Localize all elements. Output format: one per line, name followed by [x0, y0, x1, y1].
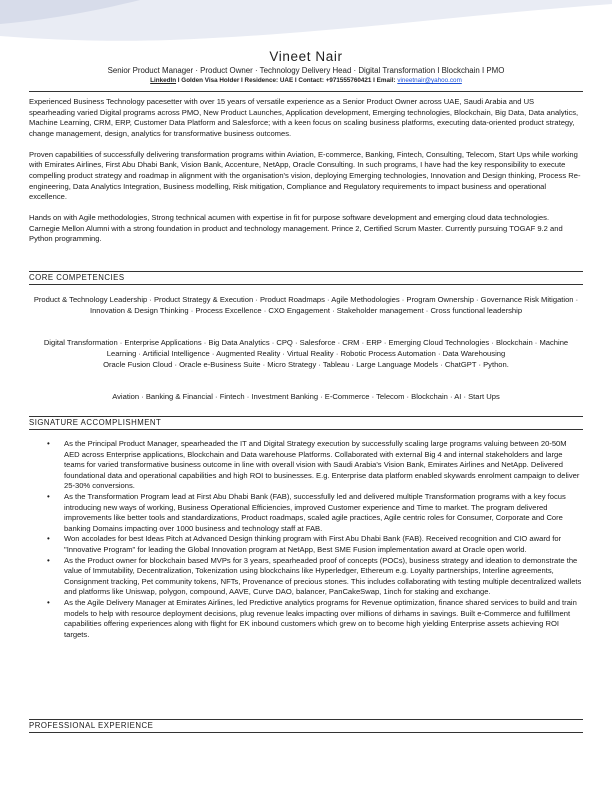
competencies-block	[29, 338, 583, 370]
competency-line: Oracle Fusion Cloud · Oracle e-Business Suite · Micro Strategy · Tableau · Large Language Models · ChatGPT · Python.	[103, 359, 509, 369]
list-item: • As the Transformation Program lead at First Abu Dhabi Bank (FAB), successfully led and delivered multiple Transformation programs with a key focus introducing new ways of working, Business Operational Efficiencies, improved Customer experience and Time to market. The program delivered improvements like better tools and standardizations, Product roadmaps, scaled agile practices, Agile centric roles for Consumer, Corporate and Core banking Domains impacting over 1000 business and technology staff at FAB.	[47, 491, 566, 533]
summary-paragraph: Experienced Business Technology pacesetter with over 15 years of versatile experience as a Senior Product Owner across UAE, Saudi Arabia and US spearheading varied Digital programs across PMO, New Product Launches, Application development, Emerging technologies, Blockchain, Big Data, Data analytics, Machine Learning, CRM, ERP, Customer Data Platform and Salesforce; with a keen focus on scaling business platforms, executing data-oriented product strategy, change management, design, analytics for transformative business outcomes.	[29, 97, 579, 138]
list-item: • As the Principal Product Manager, spearheaded the IT and Digital Strategy execution by successfully scaling large programs valuing between 20-50M AED across Enterprise applications, Blockchain and Data warehouse Platforms. Collaborated with external Big 4 and internal stakeholders and large teams for varied transformative business outcome in line with overall vision with Saudi Arabia's Vision Bank, Emirates Airlines and NetApp. Delivered foundational data and operational capabilities and high ROI to businesses. E.g. Enterprise data platform enabled skywards enrolment campaign to deliver 25-30% conversions.	[47, 439, 580, 491]
competency-line: Aviation · Banking & Financial · Fintech · Investment Banking · E-Commerce · Telecom · Blockchain · AI · Start Ups	[112, 392, 500, 401]
bullet-icon: •	[47, 534, 50, 544]
linkedin-link[interactable]: LinkedIn	[150, 77, 177, 84]
email-link[interactable]: vineetnair@yahoo.com	[397, 77, 462, 84]
competencies-block	[29, 392, 583, 403]
section-heading-signature-accomplishment: SIGNATURE ACCOMPLISHMENT	[29, 416, 583, 430]
bullet-icon: •	[47, 597, 50, 607]
summary-section	[29, 97, 581, 255]
bullet-icon: •	[47, 491, 50, 501]
list-item: • As the Product owner for blockchain based MVPs for 3 years, spearheaded proof of concepts (POCs), business strategy and ideation to demonstrate the value of Immutability, Decentralization, Tokenization using blockchains like Hyperledger, Ethereum e.g. Loyalty partnerships, Interline agreements, Consignment tracking, Pet community tokens, NFTs, Provenance of precious stones. This includes collaborating with testing multiple decentralized wallets and platforms like Uniswap, polygon, compound, AAVE, Curve DAO, balancer, PanCakeSwap, 1inch for staking and exchange.	[47, 555, 582, 597]
list-item: • Won accolades for best Ideas Pitch at Advanced Design thinking program with First Abu Dhabi Bank (FAB). Received recognition and CIO award for "Innovative Program" for leading the Global Innovation program at NetApp, Best SME Fusion implementation award at Oracle open world.	[47, 534, 562, 554]
bullet-icon: •	[47, 555, 50, 565]
contact-details: I Golden Visa Holder I Residence: UAE I Contact: +971555760421 I Email:	[176, 77, 398, 84]
summary-paragraph: Proven capabilities of successfully delivering transformation programs within Aviation, E-commerce, Banking, Fintech, Consulting, Telecom, Start Ups while working with Emirates Airlines, First Abu Dhabi Bank, Vision Bank, Accenture, NetApp, Oracle Consulting. In such programs, I have had the key responsibility to execute compelling product strategy and roadmap in alignment with the organisation's vision, deploying Emerging technologies, Innovation and Design thinking, Process Re-engineering, Data Analytics Integration, Business modelling, Risk mitigation, Compliance and Regulatory requirements to impact business and operational excellence.	[29, 149, 581, 202]
bullet-icon: •	[47, 439, 50, 448]
competencies-block	[29, 295, 583, 317]
candidate-name: Vineet Nair	[269, 49, 343, 64]
summary-paragraph: Hands on with Agile methodologies, Strong technical acumen with expertise in fit for purpose software development and emerging cloud data technologies. Carnegie Mellon Alumni with a strong foundation in product and technology management. Prince 2, Certified Scrum Master. Currently pursuing TOGAF 9.2 and Python programming.	[29, 213, 563, 244]
list-item: • As the Agile Delivery Manager at Emirates Airlines, led Predictive analytics programs for Revenue optimization, finance shared services to build and train models to help with resource deployment decisions, plug revenue leaks impacting over millions of dirhams in savings. Built e-Commerce and fulfillment capabilities offering experiences along with flight for EK inbound customers which grew on to become high yielding Enterprise assets achieving ROI targets.	[47, 597, 577, 639]
candidate-title: Senior Product Manager · Product Owner · Technology Delivery Head · Digital Transformation I Blockchain I PMO	[107, 66, 505, 75]
header-divider	[29, 91, 583, 92]
accomplishments-list	[29, 439, 583, 640]
competency-line: Product & Technology Leadership · Product Strategy & Execution · Product Roadmaps · Agile Methodologies · Program Ownership · Governance Risk Mitigation · Innovation & Design Thinking · Process Excellence · CXO Engagement · Stakeholder management · Cross functional leadership	[33, 295, 579, 315]
contact-line	[29, 77, 583, 84]
section-heading-core-competencies: CORE COMPETENCIES	[29, 271, 583, 285]
section-heading-professional-experience: PROFESSIONAL EXPERIENCE	[29, 719, 583, 733]
competency-line: Digital Transformation · Enterprise Applications · Big Data Analytics · CPQ · Salesforce · CRM · ERP · Emerging Cloud Technologies · Blockchain · Machine Learning · Artificial Intelligence · Augmented Reality · Virtual Reality · Robotic Process Automation · Data Warehousing	[43, 338, 569, 358]
